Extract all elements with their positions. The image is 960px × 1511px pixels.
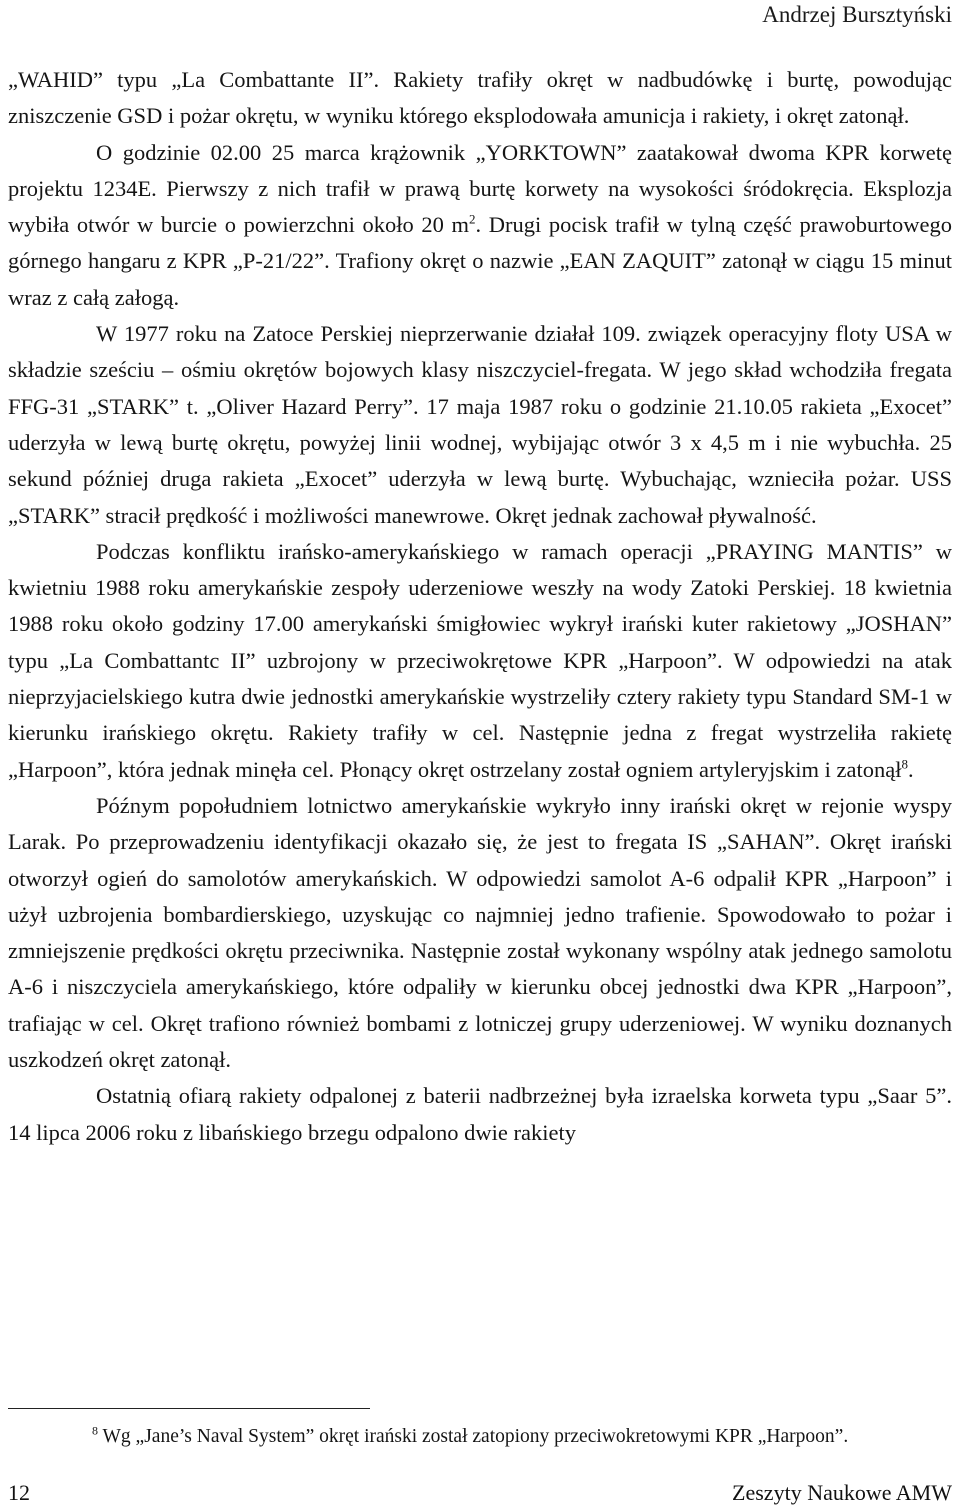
paragraph-2-text: O godzinie 02.00 25 marca krążownik „YORKTOWN” zaatakował dwoma KPR korwetę projektu 1234E. Pierwszy z nich trafił w prawą burtę korwety na wysokości śródokręcia. Eksplozja wybiła otwór w burcie o powierzchni około 20 m — [8, 139, 952, 238]
paragraph-2-text-continued: . Drugi pocisk trafił w tylną część prawoburtowego górnego hangaru z KPR „P-21/22”. Trafiony okręt o nazwie „EAN ZAQUIT” zatonął w ciągu 15 minut wraz z całą załogą. — [8, 212, 952, 310]
footnote-reference: 8 — [901, 756, 908, 772]
paragraph-5-text: Późnym popołudniem lotnictwo amerykańskie wykryło inny irański okręt w rejonie wyspy Larak. Po przeprowadzeniu identyfikacji okazało się, że jest to fregata IS „SAHAN”. Okręt irański otworzył ogień do samolotów amerykańskich. W odpowiedzi samolot A-6 odpalił KPR „Harpoon” i użył uzbrojenia bombardierskiego, uzyskując co najmniej jedno trafienie. Spowodowało to pożar i zmniejszenie prędkości okrętu przeciwnika. Następnie został wykonany wspólny atak jednego samolotu A-6 i niszczyciela amerykańskiego, które odpaliły w kierunku obcej jednostki dwa KPR „Harpoon”, trafiając w cel. Okręt trafiono również bombami z lotniczej grupy uderzeniowej. W wyniku doznanych uszkodzeń okręt zatonął. — [8, 792, 952, 1073]
running-head-author: Andrzej Bursztyński — [762, 2, 952, 27]
paragraph-1 — [8, 62, 952, 135]
paragraph-2 — [8, 135, 952, 316]
paragraph-3-text: W 1977 roku na Zatoce Perskiej nieprzerwanie działał 109. związek operacyjny floty USA w składzie sześciu – ośmiu okrętów bojowych klasy niszczyciel-fregata. W jego skład wchodziła fregata FFG-31 „STARK” t. „Oliver Hazard Perry”. 17 maja 1987 roku o godzinie 21.10.05 rakieta „Exocet” uderzyła w lewą burtę okrętu, powyżej linii wodnej, wybijając otwór 3 x 4,5 m i nie wybuchła. 25 sekund później druga rakieta „Exocet” uderzyła w lewą burtę. Wybuchając, wznieciła pożar. USS „STARK” stracił prędkość i możliwości manewrowe. Okręt jednak zachował pływalność. — [8, 321, 952, 528]
paragraph-6-text: Ostatnią ofiarą rakiety odpalonej z baterii nadbrzeżnej była izraelska korweta typu „Saar 5”. 14 lipca 2006 roku z libańskiego brzegu odpalono dwie rakiety — [8, 1083, 952, 1145]
paragraph-6 — [8, 1078, 952, 1151]
footnote — [92, 1425, 954, 1449]
paragraph-3 — [8, 316, 952, 534]
superscript-area-unit: 2 — [469, 211, 476, 227]
paragraph-4-text: Podczas konfliktu irańsko-amerykańskiego w ramach operacji „PRAYING MANTIS” w kwietniu 1988 roku amerykańskie zespoły uderzeniowe weszły na wody Zatoki Perskiej. 18 kwietnia 1988 roku około godziny 17.00 amerykański śmigłowiec wykrył irański kuter rakietowy „JOSHAN” typu „La Combattantc II” uzbrojony w przeciwokrętowe KPR „Harpoon”. W odpowiedzi na atak nieprzyjacielskiego kutra dwie jednostki amerykańskie wystrzeliły cztery rakiety typu Standard SM-1 w kierunku irańskiego okrętu. Rakiety trafiły w cel. Następnie jedna z fregat wystrzeliła rakietę „Harpoon”, która jednak minęła cel. Płonący okręt ostrzelany został ogniem artyleryjskim i zatonął — [8, 538, 952, 782]
paragraph-5 — [8, 788, 952, 1078]
paragraph-4 — [8, 534, 952, 788]
page-number: 12 — [8, 1480, 30, 1505]
body-text — [8, 62, 952, 1151]
footnote-text: Wg „Jane’s Naval System” okręt irański został zatopiony przeciwokretowymi KPR „Harpoon”. — [102, 1426, 849, 1447]
footnote-divider — [8, 1408, 370, 1409]
paragraph-4-text-continued: . — [907, 756, 914, 782]
journal-title: Zeszyty Naukowe AMW — [732, 1480, 952, 1505]
footnote-number: 8 — [92, 1423, 98, 1438]
paragraph-1-text: „WAHID” typu „La Combattante II”. Rakiety trafiły okręt w nadbudówkę i burtę, powodując zniszczenie GSD i pożar okrętu, w wyniku którego eksplodowała amunicja i rakiety, i okręt zatonął. — [8, 67, 952, 129]
